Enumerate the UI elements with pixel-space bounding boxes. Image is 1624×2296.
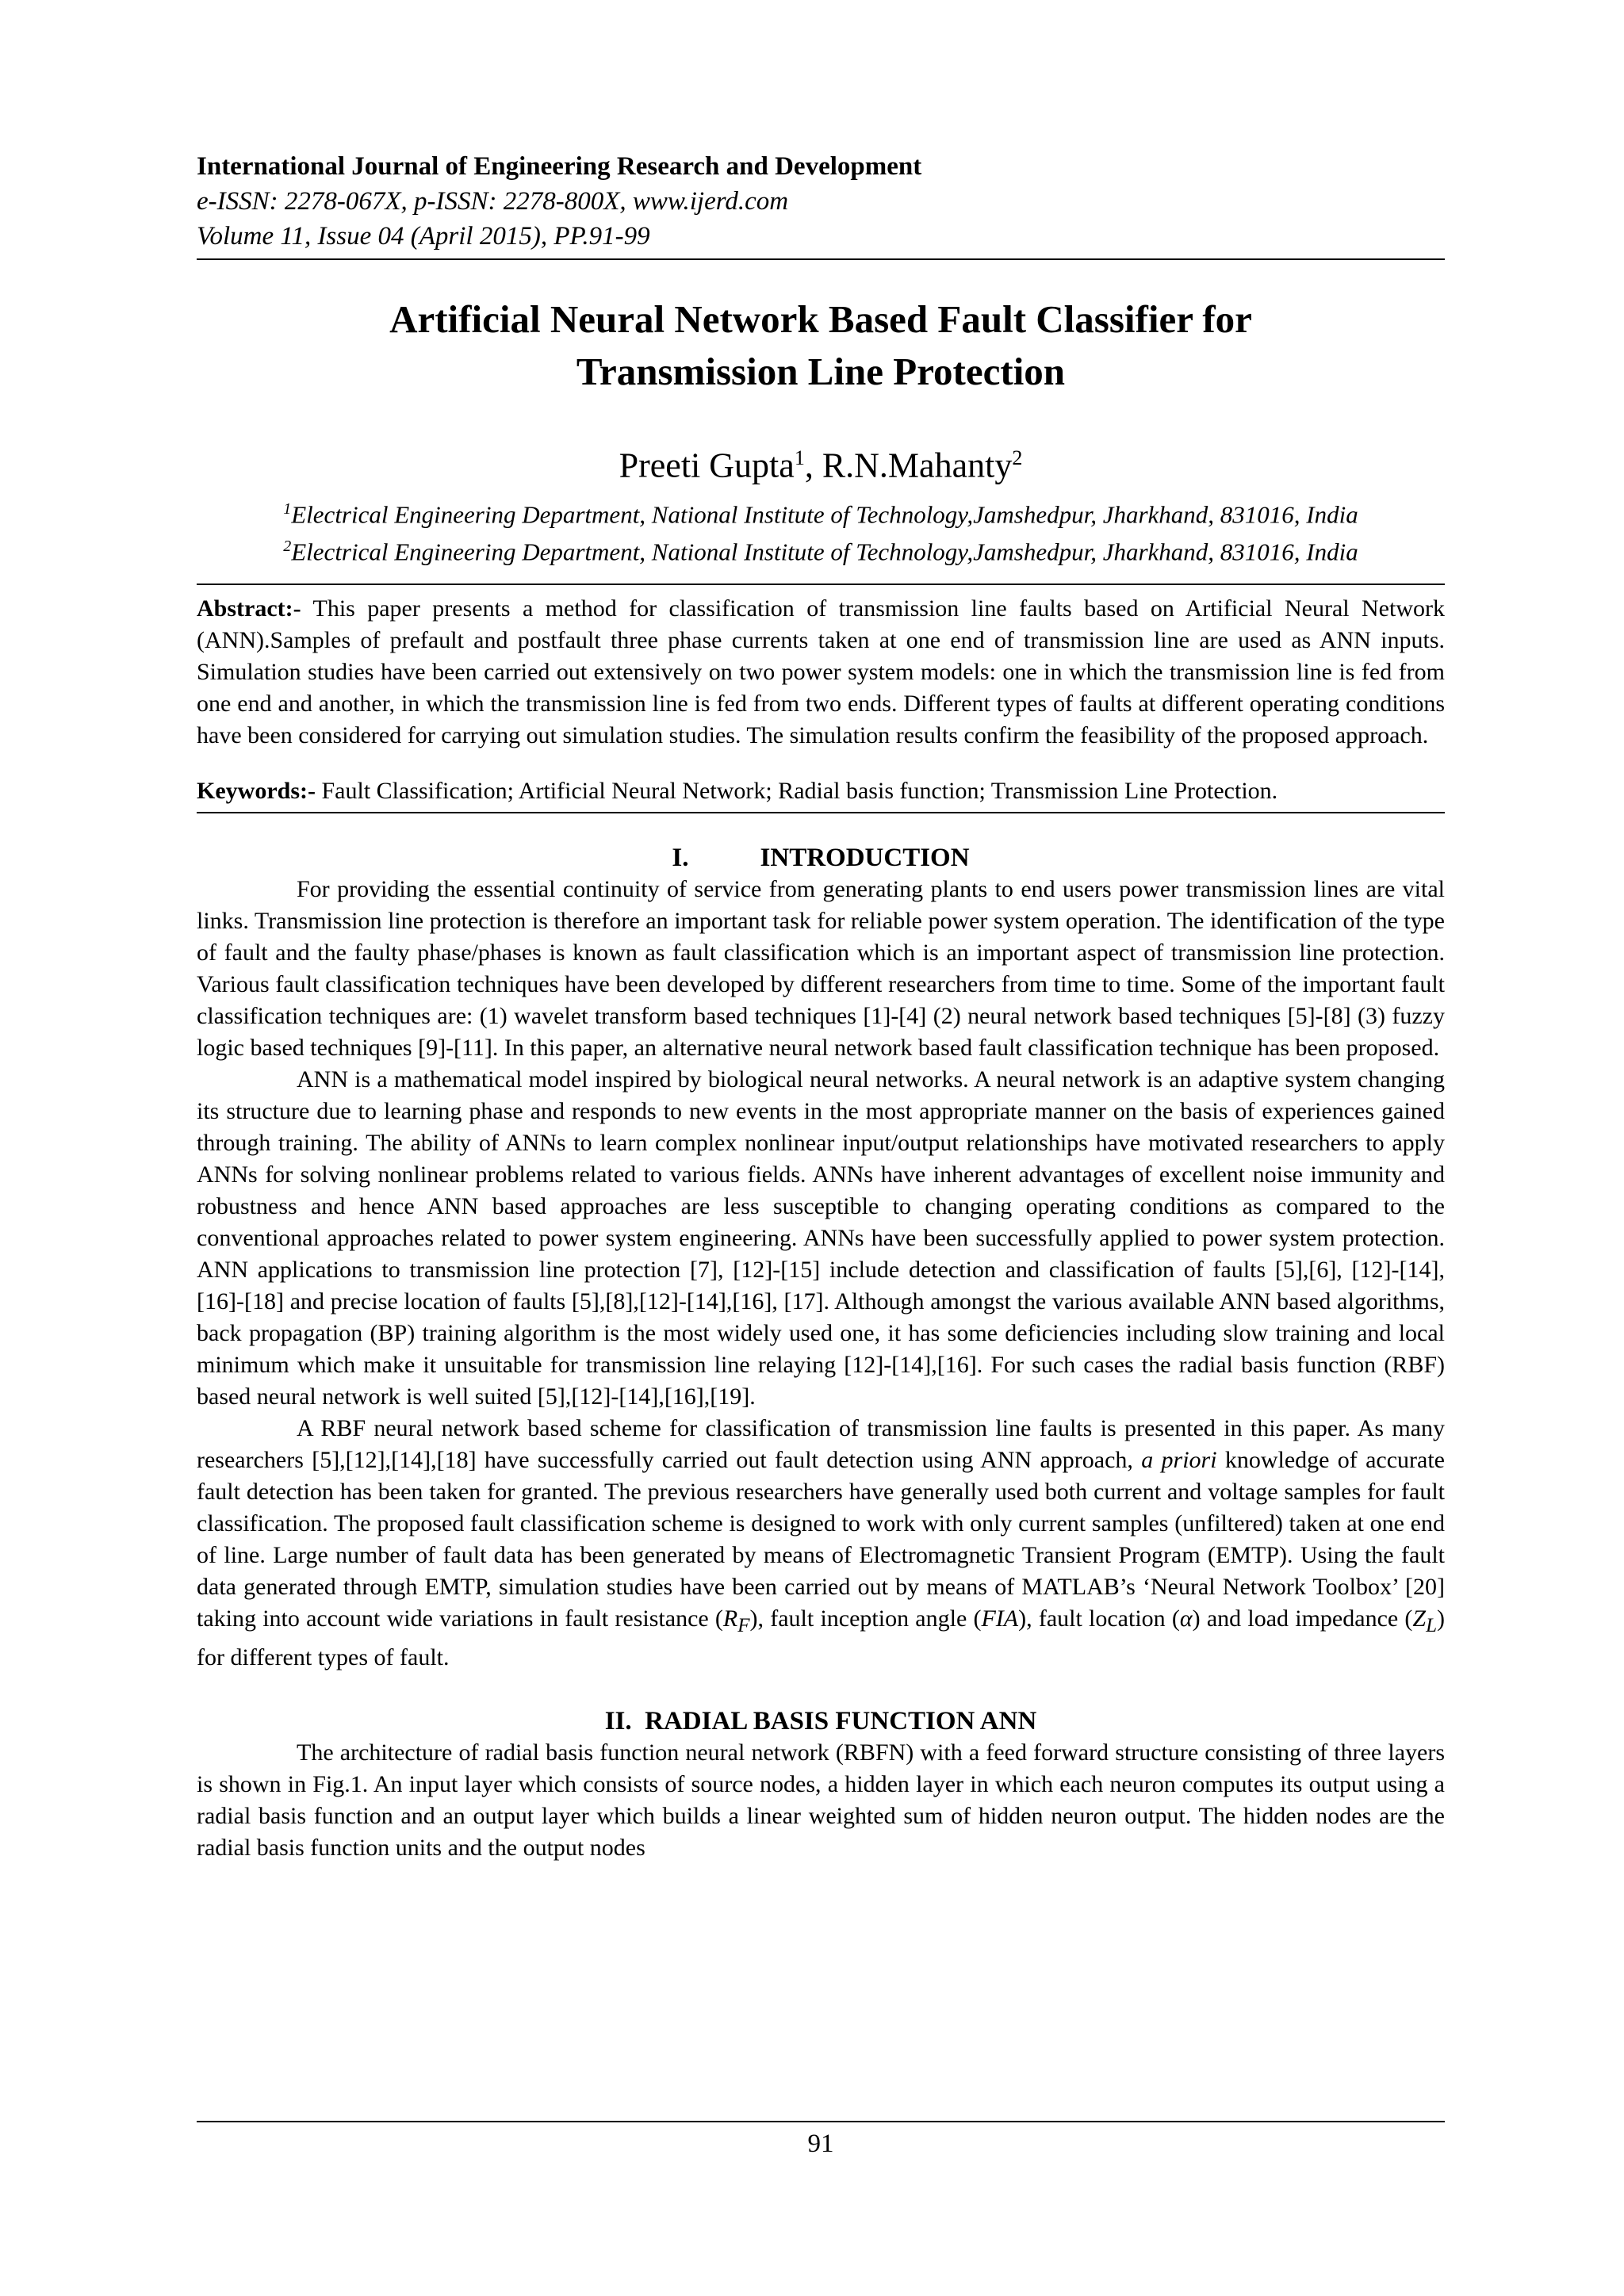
page-content	[197, 149, 1445, 1864]
author-separator: ,	[804, 446, 822, 485]
keywords	[197, 775, 1445, 807]
affiliation-mark: 2	[283, 537, 292, 555]
paper-title-line2: Transmission Line Protection	[576, 350, 1066, 393]
affiliation	[197, 530, 1445, 568]
keywords-text: Fault Classification; Artificial Neural Network; Radial basis function; Transmission Line Protection.	[315, 778, 1278, 805]
symbol-fia: FIA	[981, 1605, 1019, 1632]
introduction-body	[197, 874, 1445, 1674]
symbol-zl: $Z_L$	[1412, 1605, 1438, 1637]
section-heading-introduction	[197, 842, 1445, 874]
author-affiliation-mark: 1	[794, 446, 805, 469]
keywords-bottom-rule	[197, 812, 1445, 813]
italic-term: a priori	[1141, 1447, 1217, 1474]
section-title: INTRODUCTION	[760, 844, 970, 873]
author-name: R.N.Mahanty	[822, 446, 1013, 485]
paragraph: A RBF neural network based scheme for classification of transmission line faults is presented in this paper. As many researchers [5],[12],[14],[18] have successfully carried out fault detection using ANN approach, a priori knowledge of accurate fault detection has been taken for granted. The previous researchers have generally used both current and voltage samples for fault classification. The proposed fault classification scheme is designed to work with only current samples (unfiltered) taken at one end of line. Large number of fault data has been generated by means of Electromagnetic Transient Program (EMTP). Using the fault data generated through EMTP, simulation studies have been carried out by means of MATLAB’s ‘Neural Network Toolbox’ [20] taking into account wide variations in fault resistance $(R_F)$, fault inception angle (FIA), fault location (α) and load impedance $(Z_L)$ for different types of fault.	[197, 1415, 1446, 1671]
journal-name: International Journal of Engineering Research and Development	[197, 152, 922, 181]
paragraph: For providing the essential continuity of service from generating plants to end users power transmission lines are vital links. Transmission line protection is therefore an important task for reliable power system operation. The identification of the type of fault and the faulty phase/phases is known as fault classification which is an important aspect of transmission line protection. Various fault classification techniques have been developed by different researchers from time to time. Some of the important fault classification techniques are: (1) wavelet transform based techniques [1]-[4] (2) neural network based techniques [5]-[8] (3) fuzzy logic based techniques [9]-[11]. In this paper, an alternative neural network based fault classification technique has been proposed.	[197, 876, 1445, 1062]
affiliation-text: Electrical Engineering Department, National Institute of Technology,Jamshedpur, Jharkhand, 831016, India	[291, 499, 1358, 528]
paragraph: ANN is a mathematical model inspired by biological neural networks. A neural network is an adaptive system changing its structure due to learning phase and responds to new events in the most appropriate manner on the basis of experiences gained through training. The ability of ANNs to learn complex nonlinear input/output relationships have motivated researchers to apply ANNs for solving nonlinear problems related to various fields. ANNs have inherent advantages of excellent noise immunity and robustness and hence ANN based approaches are less susceptible to changing operating conditions as compared to the conventional approaches related to power system engineering. ANNs have been successfully applied to power system protection. ANN applications to transmission line protection [7], [12]-[15] include detection and classification of faults [5],[6], [12]-[14], [16]-[18] and precise location of faults [5],[8],[12]-[14],[16], [17]. Although amongst the various available ANN based algorithms, back propagation (BP) training algorithm is the most widely used one, it has some deficiencies including slow training and local minimum which make it unsuitable for transmission line relaying [12]-[14],[16]. For such cases the radial basis function (RBF) based neural network is well suited [5],[12]-[14],[16],[19].	[197, 1066, 1445, 1410]
abstract-label: Abstract:-	[197, 595, 301, 622]
footer-rule	[197, 2121, 1445, 2122]
affiliation-text: Electrical Engineering Department, National Institute of Technology,Jamshedpur, Jharkhand, 831016, India	[291, 538, 1358, 566]
author-list	[197, 438, 1445, 487]
symbol-alpha: α	[1179, 1605, 1193, 1632]
paper-title	[197, 293, 1445, 398]
paragraph: The architecture of radial basis function neural network (RBFN) with a feed forward structure consisting of three layers is shown in Fig.1. An input layer which consists of source nodes, a hidden layer in which each neuron computes its output using a radial basis function and an output layer which builds a linear weighted sum of hidden neuron output. The hidden nodes are the radial basis function units and the output nodes	[197, 1739, 1445, 1862]
abstract	[197, 593, 1445, 752]
author-affiliation-mark: 2	[1012, 446, 1023, 469]
author-name: Preeti Gupta	[619, 446, 795, 485]
symbol-rf: $R_F$	[722, 1605, 750, 1637]
affiliation-mark: 1	[283, 499, 292, 518]
journal-header	[197, 149, 1445, 254]
keywords-label: Keywords:-	[197, 778, 316, 805]
section-number: I.	[672, 844, 689, 873]
page-number: 91	[807, 2130, 834, 2158]
abstract-top-rule	[197, 584, 1445, 585]
affiliation-list	[197, 493, 1445, 568]
rbf-body	[197, 1737, 1445, 1864]
journal-volume: Volume 11, Issue 04 (April 2015), PP.91-99	[197, 222, 650, 251]
header-rule	[197, 258, 1445, 260]
journal-issn: e-ISSN: 2278-067X, p-ISSN: 2278-800X, www.ijerd.com	[197, 187, 789, 216]
affiliation	[197, 493, 1445, 530]
section-heading-rbf: II. RADIAL BASIS FUNCTION ANN	[604, 1707, 1037, 1736]
paper-title-line1: Artificial Neural Network Based Fault Classifier for	[389, 297, 1252, 341]
abstract-text: This paper presents a method for classification of transmission line faults based on Artificial Neural Network (ANN).Samples of prefault and postfault three phase currents taken at one end of transmission line are used as ANN inputs. Simulation studies have been carried out extensively on two power system models: one in which the transmission line is fed from one end and another, in which the transmission line is fed from two ends. Different types of faults at different operating conditions have been considered for carrying out simulation studies. The simulation results confirm the feasibility of the proposed approach.	[197, 595, 1445, 749]
